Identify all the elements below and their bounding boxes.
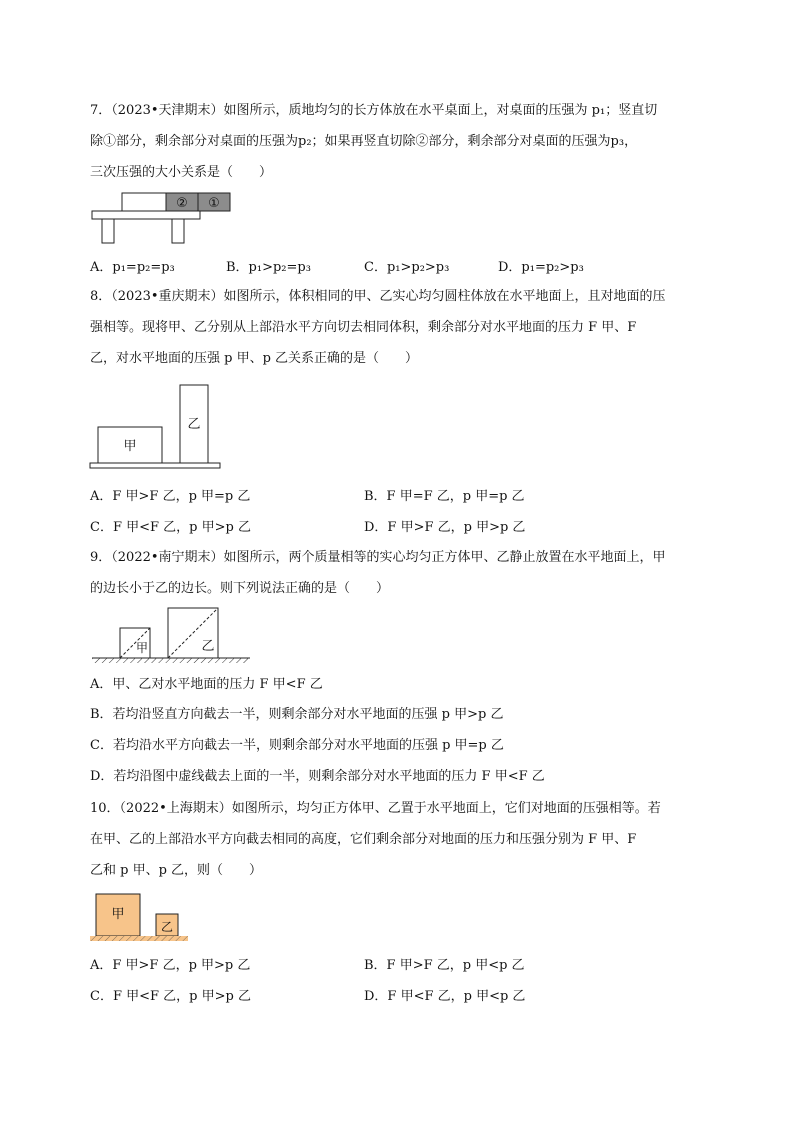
q8-ground — [90, 463, 220, 468]
q10-ground-hatch — [90, 936, 188, 941]
q10-stem-line-1: 10．（2022•上海期末）如图所示，均匀正方体甲、乙置于水平地面上，它们对地面的压强相等。若 — [90, 801, 661, 816]
q9-option-c[interactable]: C．若均沿水平方向截去一半，则剩余部分对水平地面的压强 p 甲=p 乙 — [90, 738, 504, 753]
q8-option-a[interactable]: A．F 甲>F 乙，p 甲=p 乙 — [90, 489, 251, 504]
q7-table-leg-right — [172, 219, 184, 243]
q9-ground-hatch — [92, 658, 250, 663]
q8-figure — [88, 383, 248, 469]
q9-option-b[interactable]: B．若均沿竖直方向截去一半，则剩余部分对水平地面的压强 p 甲>p 乙 — [90, 707, 504, 722]
q10-label-jia: 甲 — [111, 907, 125, 922]
q7-stem-line-1: 7．（2023•天津期末）如图所示，质地均匀的长方体放在水平桌面上，对桌面的压强为 p₁；竖直切 — [90, 103, 658, 118]
q8-option-b[interactable]: B．F 甲=F 乙，p 甲=p 乙 — [364, 489, 525, 504]
q7-option-b[interactable]: B．p₁>p₂=p₃ — [226, 260, 311, 275]
q9-stem-line-2: 的边长小于乙的边长。则下列说法正确的是（ ） — [90, 581, 390, 596]
q7-option-c[interactable]: C．p₁>p₂>p₃ — [364, 260, 450, 275]
q7-stem-line-2: 除①部分，剩余部分对桌面的压强为p₂；如果再竖直切除②部分，剩余部分对桌面的压强为p₃， — [90, 134, 638, 149]
q8-label-jia: 甲 — [123, 439, 137, 454]
q8-stem-line-1: 8．（2023•重庆期末）如图所示，体积相同的甲、乙实心均匀圆柱体放在水平地面上，且对地面的压 — [90, 289, 666, 304]
q7-option-a[interactable]: A．p₁=p₂=p₃ — [90, 260, 175, 275]
q10-option-a[interactable]: A．F 甲>F 乙，p 甲>p 乙 — [90, 958, 251, 973]
q7-figure — [88, 193, 248, 245]
q8-label-yi: 乙 — [187, 417, 201, 432]
q9-label-jia: 甲 — [135, 641, 149, 655]
q10-option-b[interactable]: B．F 甲>F 乙，p 甲<p 乙 — [364, 958, 525, 973]
q10-stem-line-2: 在甲、乙的上部沿水平方向截去相同的高度，它们剩余部分对地面的压力和压强分别为 F 甲、F — [90, 832, 637, 847]
q10-figure — [88, 894, 198, 944]
q8-option-c[interactable]: C．F 甲<F 乙，p 甲>p 乙 — [90, 520, 251, 535]
q7-option-d[interactable]: D．p₁=p₂>p₃ — [498, 260, 584, 275]
q7-label-2: ② — [176, 196, 188, 211]
q7-table-leg-left — [102, 219, 114, 243]
q8-option-d[interactable]: D．F 甲>F 乙，p 甲>p 乙 — [364, 520, 526, 535]
q10-label-yi: 乙 — [160, 920, 174, 934]
q7-stem-line-3: 三次压强的大小关系是（ ） — [90, 165, 273, 180]
q10-option-d[interactable]: D．F 甲<F 乙，p 甲<p 乙 — [364, 989, 526, 1004]
q10-stem-line-3: 乙和 p 甲、p 乙，则（ ） — [90, 863, 263, 878]
q7-table-top — [92, 211, 200, 219]
q10-option-c[interactable]: C．F 甲<F 乙，p 甲>p 乙 — [90, 989, 251, 1004]
q9-option-a[interactable]: A．甲、乙对水平地面的压力 F 甲<F 乙 — [90, 677, 323, 692]
q7-label-1: ① — [208, 196, 220, 211]
q8-stem-line-2: 强相等。现将甲、乙分别从上部沿水平方向切去相同体积，剩余部分对水平地面的压力 F 甲、F — [90, 320, 637, 335]
q9-stem-line-1: 9．（2022•南宁期末）如图所示，两个质量相等的实心均匀正方体甲、乙静止放置在水平地面上，甲 — [90, 550, 666, 565]
q9-label-yi: 乙 — [201, 639, 215, 654]
q9-option-d[interactable]: D．若均沿图中虚线截去上面的一半，则剩余部分对水平地面的压力 F 甲<F 乙 — [90, 769, 545, 784]
q8-stem-line-3: 乙，对水平地面的压强 p 甲、p 乙关系正确的是（ ） — [90, 351, 419, 366]
q9-figure — [88, 606, 258, 666]
